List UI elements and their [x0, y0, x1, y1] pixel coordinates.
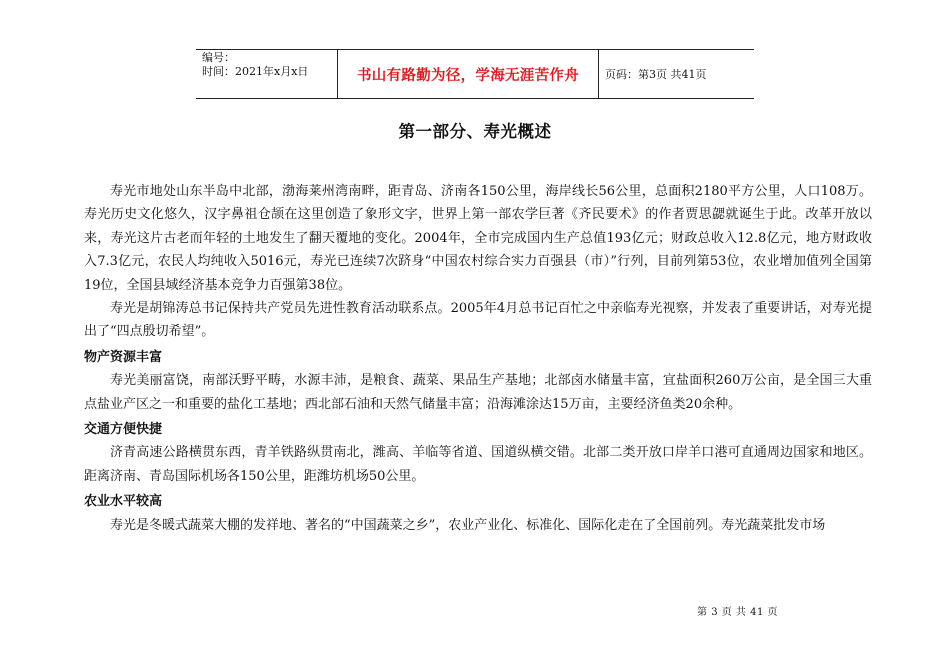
section-text-resources: 寿光美丽富饶，南部沃野平畴，水源丰沛，是粮食、蔬菜、果品生产基地；北部卤水储量丰富，宜盐面积260万公亩，是全国三大重点盐业产区之一和重要的盐化工基地；西北部石油和天然气储量丰富；沿海滩涂达15万亩，主要经济鱼类20余种。	[84, 373, 872, 412]
section-text-agriculture: 寿光是冬暖式蔬菜大棚的发祥地、著名的“中国蔬菜之乡”，农业产业化、标准化、国际化走在了全国前列。寿光蔬菜批发市场	[110, 517, 826, 533]
document-body	[84, 180, 872, 537]
page-header	[196, 49, 754, 99]
page-title: 第一部分、寿光概述	[398, 122, 552, 141]
page-footer-number: 第 3 页 共 41 页	[697, 607, 778, 618]
date-label: 时间：2021年x月x日	[202, 65, 309, 78]
section-heading-agriculture: 农业水平较高	[84, 494, 163, 510]
header-page-code: 页码：第3页 共41页	[605, 68, 707, 81]
intro-paragraph: 寿光市地处山东半岛中北部，渤海莱州湾南畔，距青岛、济南各150公里，海岸线长56公里，总面积2180平方公里，人口108万。寿光历史文化悠久，汉字鼻祖仓颉在这里创造了象形文字，世界上第一部农学巨著《齐民要术》的作者贾思勰就诞生于此。改革开放以来，寿光这片古老而年轻的土地发生了翻天覆地的变化。2004年，全市完成国内生产总值193亿元；财政总收入12.8亿元，地方财政收入7.3亿元，农民人均纯收入5016元，寿光已连续7次跻身“中国农村综合实力百强县（市）”行列，目前列第53位，农业增加值列全国第19位，全国县域经济基本竞争力百强第38位。	[84, 184, 872, 293]
section-heading-resources: 物产资源丰富	[84, 349, 163, 365]
header-meta	[196, 50, 338, 98]
section-text-transport: 济青高速公路横贯东西，青羊铁路纵贯南北，潍高、羊临等省道、国道纵横交错。北部二类开放口岸羊口港可直通周边国家和地区。距离济南、青岛国际机场各150公里，距潍坊机场50公里。	[84, 445, 872, 484]
header-motto: 书山有路勤为径，学海无涯苦作舟	[338, 50, 599, 98]
section-heading-transport: 交通方便快捷	[84, 422, 163, 438]
serial-number-label: 编号：	[202, 51, 235, 64]
visit-paragraph: 寿光是胡锦涛总书记保持共产党员先进性教育活动联系点。2005年4月总书记百忙之中亲临寿光视察，并发表了重要讲话，对寿光提出了“四点殷切希望”。	[84, 301, 872, 340]
